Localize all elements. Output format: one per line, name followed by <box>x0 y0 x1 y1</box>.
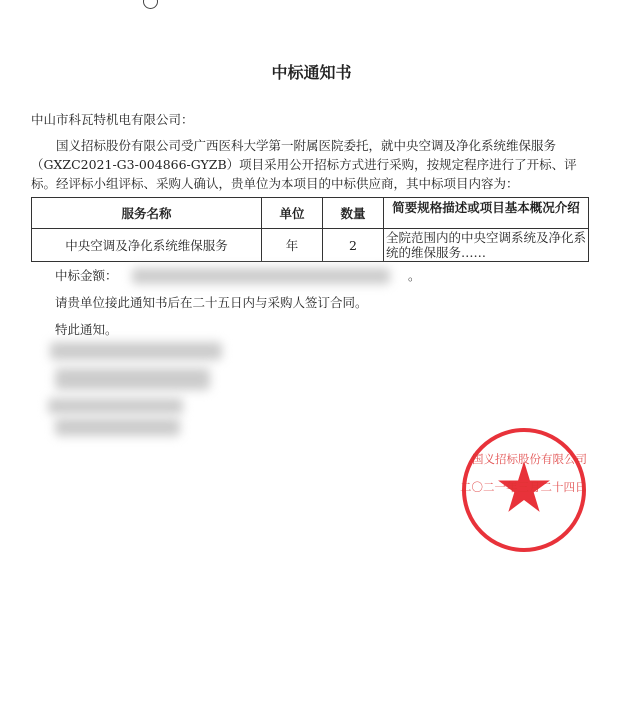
closing: 特此通知。 <box>55 322 118 337</box>
redacted-line-1 <box>50 342 222 360</box>
redacted-amount <box>132 268 390 284</box>
cursor-circle <box>143 0 158 9</box>
redacted-line-2 <box>55 368 210 390</box>
issue-date: 二〇二一年三月二十四日 <box>460 480 587 494</box>
award-table <box>31 197 589 262</box>
amount-label: 中标金额： <box>55 268 118 283</box>
redacted-line-3 <box>48 398 183 414</box>
table-row <box>32 229 589 262</box>
sign-notice: 请贵单位接此通知书后在二十五日内与采购人签订合同。 <box>55 295 368 310</box>
recipient: 中山市科瓦特机电有限公司： <box>31 112 194 127</box>
issuer-name: 国义招标股份有限公司 <box>472 452 587 466</box>
header-description: 简要规格描述或项目基本概况介绍 <box>384 198 589 229</box>
header-service-name: 服务名称 <box>32 198 262 229</box>
redacted-line-4 <box>55 418 180 436</box>
header-quantity: 数量 <box>323 198 384 229</box>
page-title: 中标通知书 <box>271 63 352 82</box>
table-header-row <box>32 198 589 229</box>
cell-service-name: 中央空调及净化系统维保服务 <box>32 229 262 262</box>
body-paragraph: 国义招标股份有限公司受广西医科大学第一附属医院委托，就中央空调及净化系统维保服务（GXZC2021-G3-004866-GYZB）项目采用公开招标方式进行采购，按规定程序进行了开标、评标。经评标小组评标、采购人确认，贵单位为本项目的中标供应商，其中标项目内容为： <box>31 138 577 191</box>
cell-description: 全院范围内的中央空调系统及净化系统的维保服务…… <box>384 229 589 262</box>
amount-end: 。 <box>408 268 421 283</box>
header-unit: 单位 <box>262 198 323 229</box>
cell-unit: 年 <box>262 229 323 262</box>
cell-quantity: 2 <box>323 229 384 262</box>
